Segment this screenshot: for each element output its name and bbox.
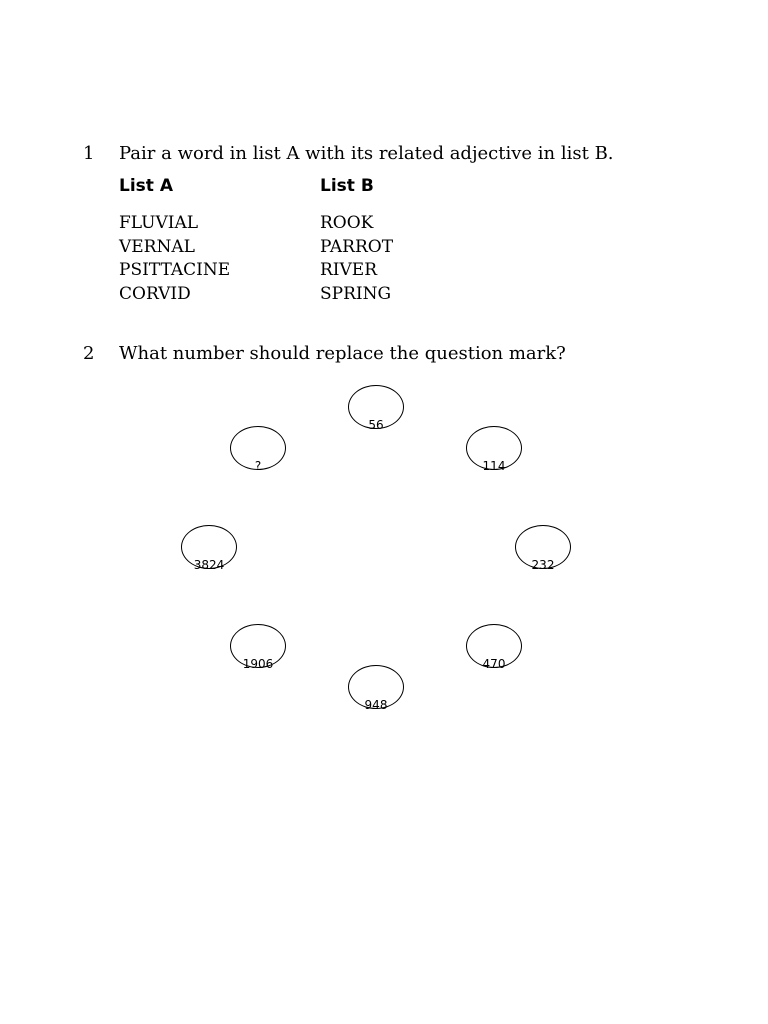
list-b-item: RIVER	[320, 260, 378, 280]
list-b-heading: List B	[320, 176, 374, 196]
puzzle-circle-value: 3824	[193, 558, 225, 572]
list-a	[119, 212, 230, 306]
puzzle-circle-value: 1906	[242, 657, 274, 671]
list-a-item: VERNAL	[119, 236, 195, 257]
puzzle-circle-value: 114	[482, 459, 506, 473]
question-2-number: 2	[83, 343, 95, 364]
list-a-item: PSITTACINE	[119, 260, 231, 280]
list-a-heading: List A	[119, 176, 173, 196]
question-2-text: What number should replace the question mark?	[119, 343, 566, 364]
question-1-text: Pair a word in list A with its related adjective in list B.	[119, 143, 614, 164]
puzzle-circle-value: 232	[531, 558, 555, 572]
list-a-item: CORVID	[119, 283, 191, 304]
list-b-item: SPRING	[320, 283, 392, 304]
list-a-item: FLUVIAL	[119, 213, 199, 233]
puzzle-circle-value: 470	[482, 657, 506, 671]
list-b	[320, 212, 393, 306]
puzzle-circle-value: 56	[368, 418, 384, 432]
list-b-item: PARROT	[320, 236, 394, 257]
question-1-number: 1	[83, 143, 95, 164]
list-b-item: ROOK	[320, 213, 374, 233]
puzzle-circle-value-unknown: ?	[254, 459, 262, 473]
puzzle-circle-value: 948	[364, 698, 388, 712]
